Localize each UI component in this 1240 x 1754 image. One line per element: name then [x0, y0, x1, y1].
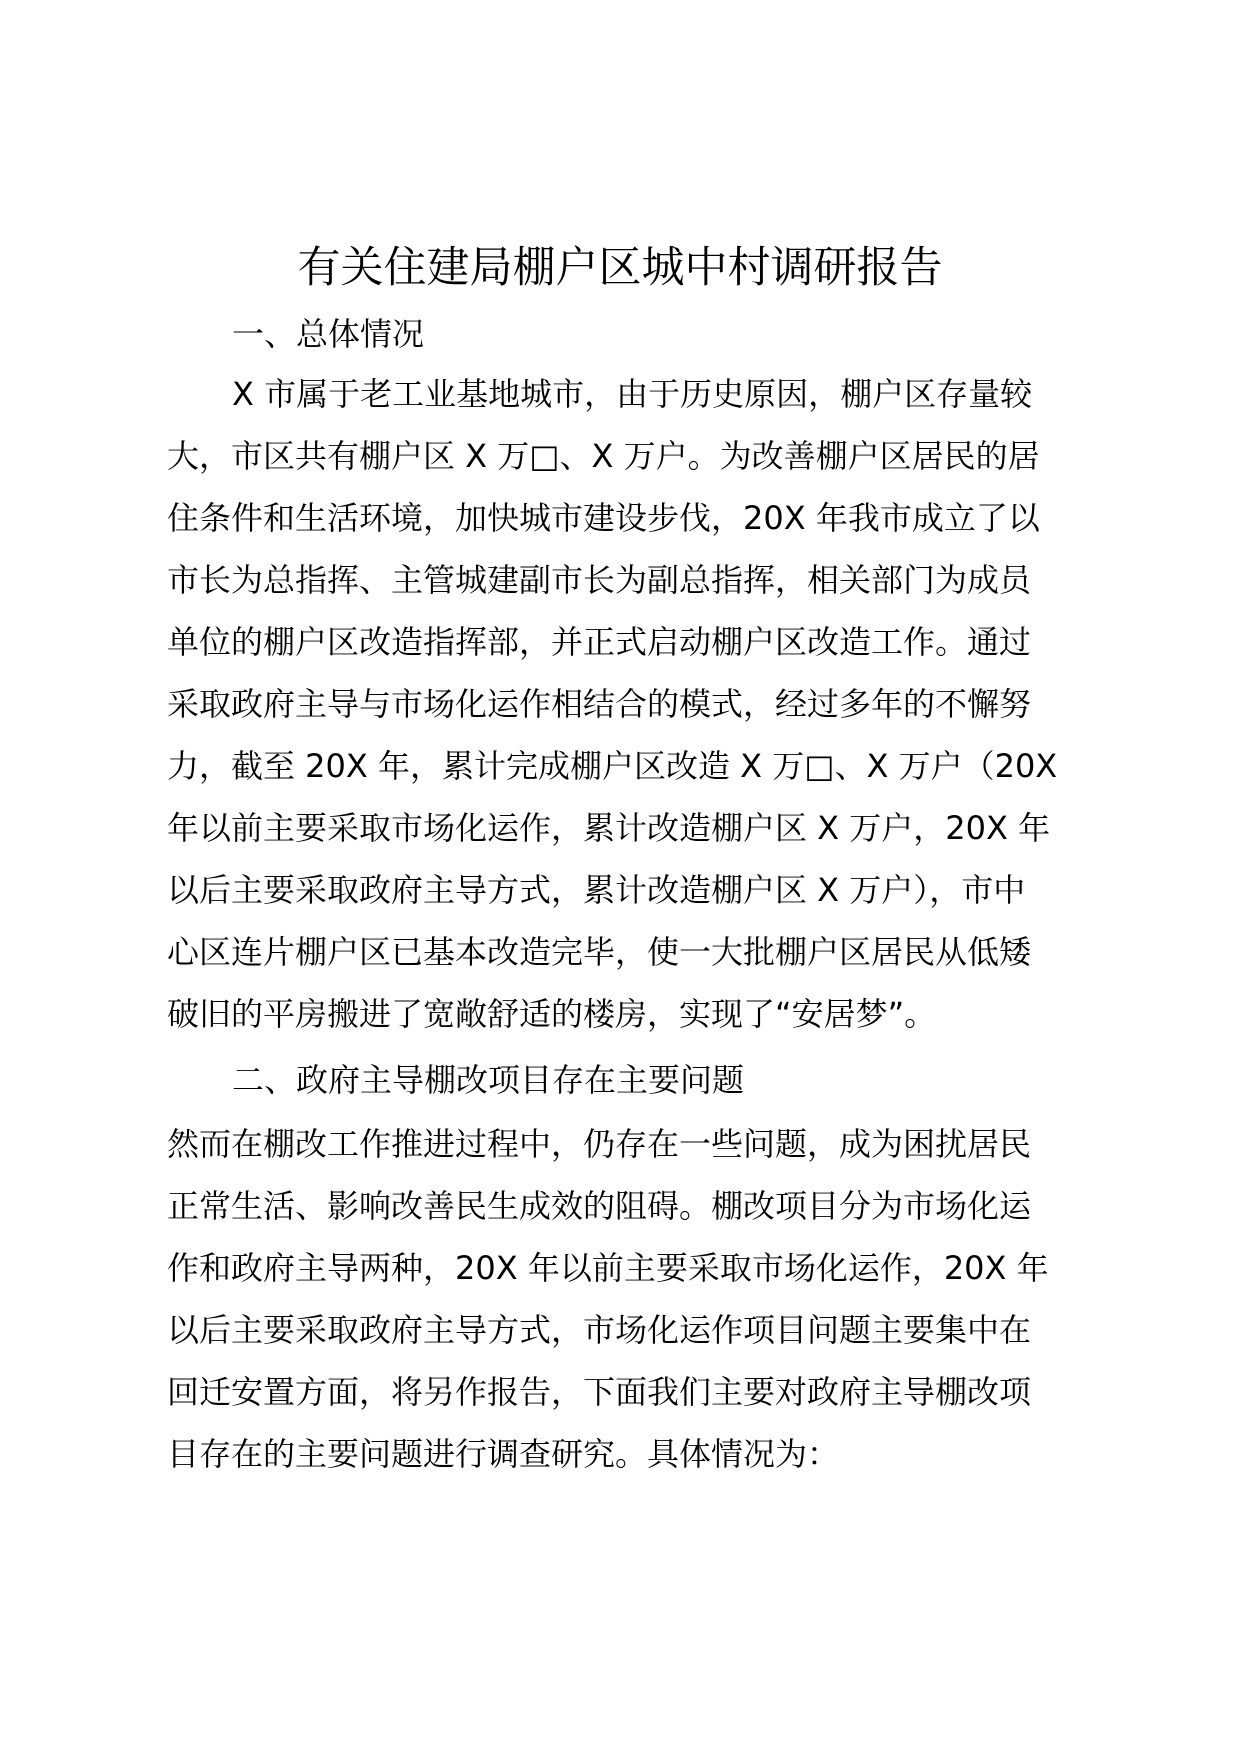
paragraph-1-line: 年以前主要采取市场化运作，累计改造棚户区 X 万户，20X 年 [167, 809, 1051, 847]
section-heading-1: 一、总体情况 [232, 315, 425, 353]
paragraph-1-line: X 市属于老工业基地城市，由于历史原因，棚户区存量较 [232, 375, 1033, 413]
section-heading-2: 二、政府主导棚改项目存在主要问题 [232, 1061, 745, 1099]
paragraph-1-line: 住条件和生活环境，加快城市建设步伐，20X 年我市成立了以 [167, 499, 1040, 537]
paragraph-2-line: 目存在的主要问题进行调查研究。具体情况为： [167, 1435, 840, 1473]
paragraph-1-line: 市长为总指挥、主管城建副市长为副总指挥，相关部门为成员 [167, 561, 1032, 599]
paragraph-2-line: 回迁安置方面，将另作报告，下面我们主要对政府主导棚改项 [167, 1373, 1032, 1411]
paragraph-1-line: 心区连片棚户区已基本改造完毕，使一大批棚户区居民从低矮 [167, 933, 1032, 971]
paragraph-2-line: 以后主要采取政府主导方式，市场化运作项目问题主要集中在 [167, 1311, 1032, 1349]
paragraph-2-line: 正常生活、影响改善民生成效的阻碍。棚改项目分为市场化运 [167, 1187, 1032, 1225]
document-title: 有关住建局棚户区城中村调研报告 [297, 243, 943, 293]
paragraph-1-line: 力，截至 20X 年，累计完成棚户区改造 X 万□、X 万户（20X [167, 747, 1058, 785]
paragraph-2-line: 作和政府主导两种，20X 年以前主要采取市场化运作，20X 年 [167, 1249, 1049, 1287]
paragraph-1-line: 破旧的平房搬进了宽敞舒适的楼房，实现了“安居梦”。 [167, 995, 937, 1033]
paragraph-1-line: 大，市区共有棚户区 X 万□、X 万户。为改善棚户区居民的居 [167, 437, 1040, 475]
paragraph-2-line: 然而在棚改工作推进过程中，仍存在一些问题，成为困扰居民 [167, 1125, 1032, 1163]
paragraph-1-line: 采取政府主导与市场化运作相结合的模式，经过多年的不懈努 [167, 685, 1032, 723]
paragraph-1-line: 单位的棚户区改造指挥部，并正式启动棚户区改造工作。通过 [167, 623, 1032, 661]
paragraph-1-line: 以后主要采取政府主导方式，累计改造棚户区 X 万户），市中 [167, 871, 1026, 909]
